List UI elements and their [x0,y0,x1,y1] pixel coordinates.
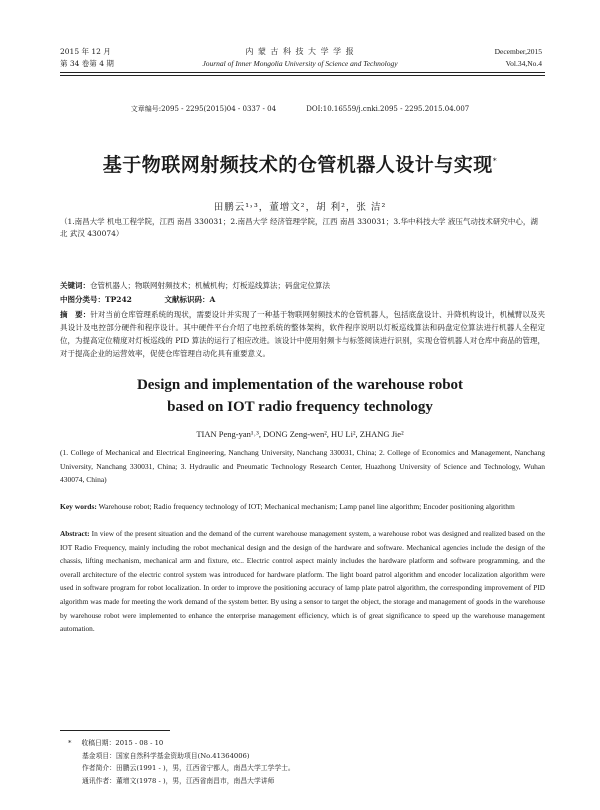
title-footnote-mark: * [492,156,498,166]
keywords-en-text: Warehouse robot; Radio frequency technology of IOT; Mechanical mechanism; Lamp panel line algorithm; Encoder positioning algorithm [98,502,515,511]
volume-issue-en: Vol.34,No.4 [505,59,542,68]
header-rule [60,72,545,73]
clc-number: 中图分类号：TP242 [60,295,132,304]
issue-date-cn: 2015 年 12 月 [60,47,111,56]
issue-date-en: December,2015 [494,47,542,56]
abstract-cn-text: 针对当前仓库管理系统的现状，需要设计并实现了一种基于物联网射频技术的仓管机器人，包括底盘设计、升降机构设计，机械臂以及夹具设计及电控部分硬件和程序设计。其中硬件平台介绍了电控系统的整体架构，软件程序说明以灯板巡线算法和码盘定位算法进行机器人全程定位，为提高定位精度对灯板巡线的 PID 算法的运行了相应改进。该设计中使用射频卡与标签阅读进行识别，实现仓管机器人对仓库中商品的管理，对于提高企业的运营效率，促使仓库管理自动化具有重要意义。 [60,310,546,358]
title-cn [0,150,600,177]
journal-name-cn: 内 蒙 古 科 技 大 学 学 报 [245,47,355,56]
running-header-left [60,46,114,70]
footnote-author-bio: 作者简介：田鹏云(1991 - )，男，江西省宁都人，南昌大学工学学士。 [82,764,295,772]
affiliations-en: (1. College of Mechanical and Electrical Engineering, Nanchang University, Nanchang 330031, China; 2. College of Economics and Management, Nanchang University, Nanchang 330031, China; 3. Hydraulic and Pneumatic Technology Research Center, Huazhong University of Science and Technology, Wuhan 430074, China) [60,448,545,484]
article-info-line [0,104,600,114]
document-code: 文献标识码：A [164,295,216,304]
footnote-received [68,737,538,750]
classification-line [60,294,545,305]
running-header-center [150,46,450,70]
footnote-fund: 基金项目：国家自然科学基金资助项目(No.41364006) [82,751,250,760]
keywords-cn-text: 仓管机器人；物联网射频技术；机械机构；灯板巡线算法；码盘定位算法 [90,281,330,290]
abstract-en-label: Abstract: [60,529,90,538]
abstract-cn-label: 摘 要： [60,310,91,319]
keywords-en-label: Key words: [60,502,97,511]
keywords-cn [60,280,545,292]
header-rule-thin [60,75,545,76]
keywords-en [60,500,545,514]
title-en: Design and implementation of the warehouse robot based on IOT radio frequency technology [136,377,464,415]
running-header-right [495,46,542,70]
keywords-cn-label: 关键词： [60,281,90,290]
article-number: 文章编号:2095 - 2295(2015)04 - 0337 - 04 [130,105,277,113]
footnote [68,737,538,787]
journal-name-en: Journal of Inner Mongolia University of Science and Technology [202,59,398,68]
abstract-cn [60,308,545,360]
doi: DOI:10.16559/j.cnki.2095 - 2295.2015.04.007 [306,105,470,113]
abstract-en-text: In view of the present situation and the demand of the current warehouse management system, a warehouse robot was designed and realized based on the IOT Radio Frequency, mainly including the robot mechanical design and the design of the hardware and software. Mechanical agencies include the design of the chassis, lifting mechanism, mechanical arm and fixture, etc.. Electric control aspect mainly includes the hardware platform and software programming, and the overall architecture of the electric control system was introduced for hardware platform. The light board patrol algorithm and encoder localization algorithm were used in software program for robot localization. In order to improve the positioning accuracy of lamp plate patrol algorithm, the corresponding improvement of PID algorithm was made for meeting the work demand of the system better. By using a sensor to target the object, the storage and management of goods in the warehouse by warehouse robot were implemented to enhance the enterprise management efficiency, which is of great significance to speed up the warehouse management automation. [60,529,546,634]
received-date: 收稿日期：2015 - 08 - 10 [81,739,164,747]
footnote-rule [60,730,170,731]
abstract-en [60,527,545,636]
authors-cn: 田鹏云¹˒³，董增文²，胡 利²，张 洁² [213,202,387,213]
authors-en: TIAN Peng-yan¹˒³, DONG Zeng-wen², HU Li², ZHANG Jie² [196,429,404,439]
title-cn-text: 基于物联网射频技术的仓管机器人设计与实现 [102,154,493,176]
footnote-mark: * [68,739,72,747]
volume-issue-cn: 第 34 卷第 4 期 [60,59,114,68]
footnote-contact: 通讯作者：董增文(1978 - )，男，江西省南昌市，南昌大学讲师 [82,776,275,785]
affiliations-cn: （1.南昌大学 机电工程学院，江西 南昌 330031；2.南昌大学 经济管理学院，江西 南昌 330031；3.华中科技大学 液压气动技术研究中心，湖北 武汉 430074） [60,217,538,238]
